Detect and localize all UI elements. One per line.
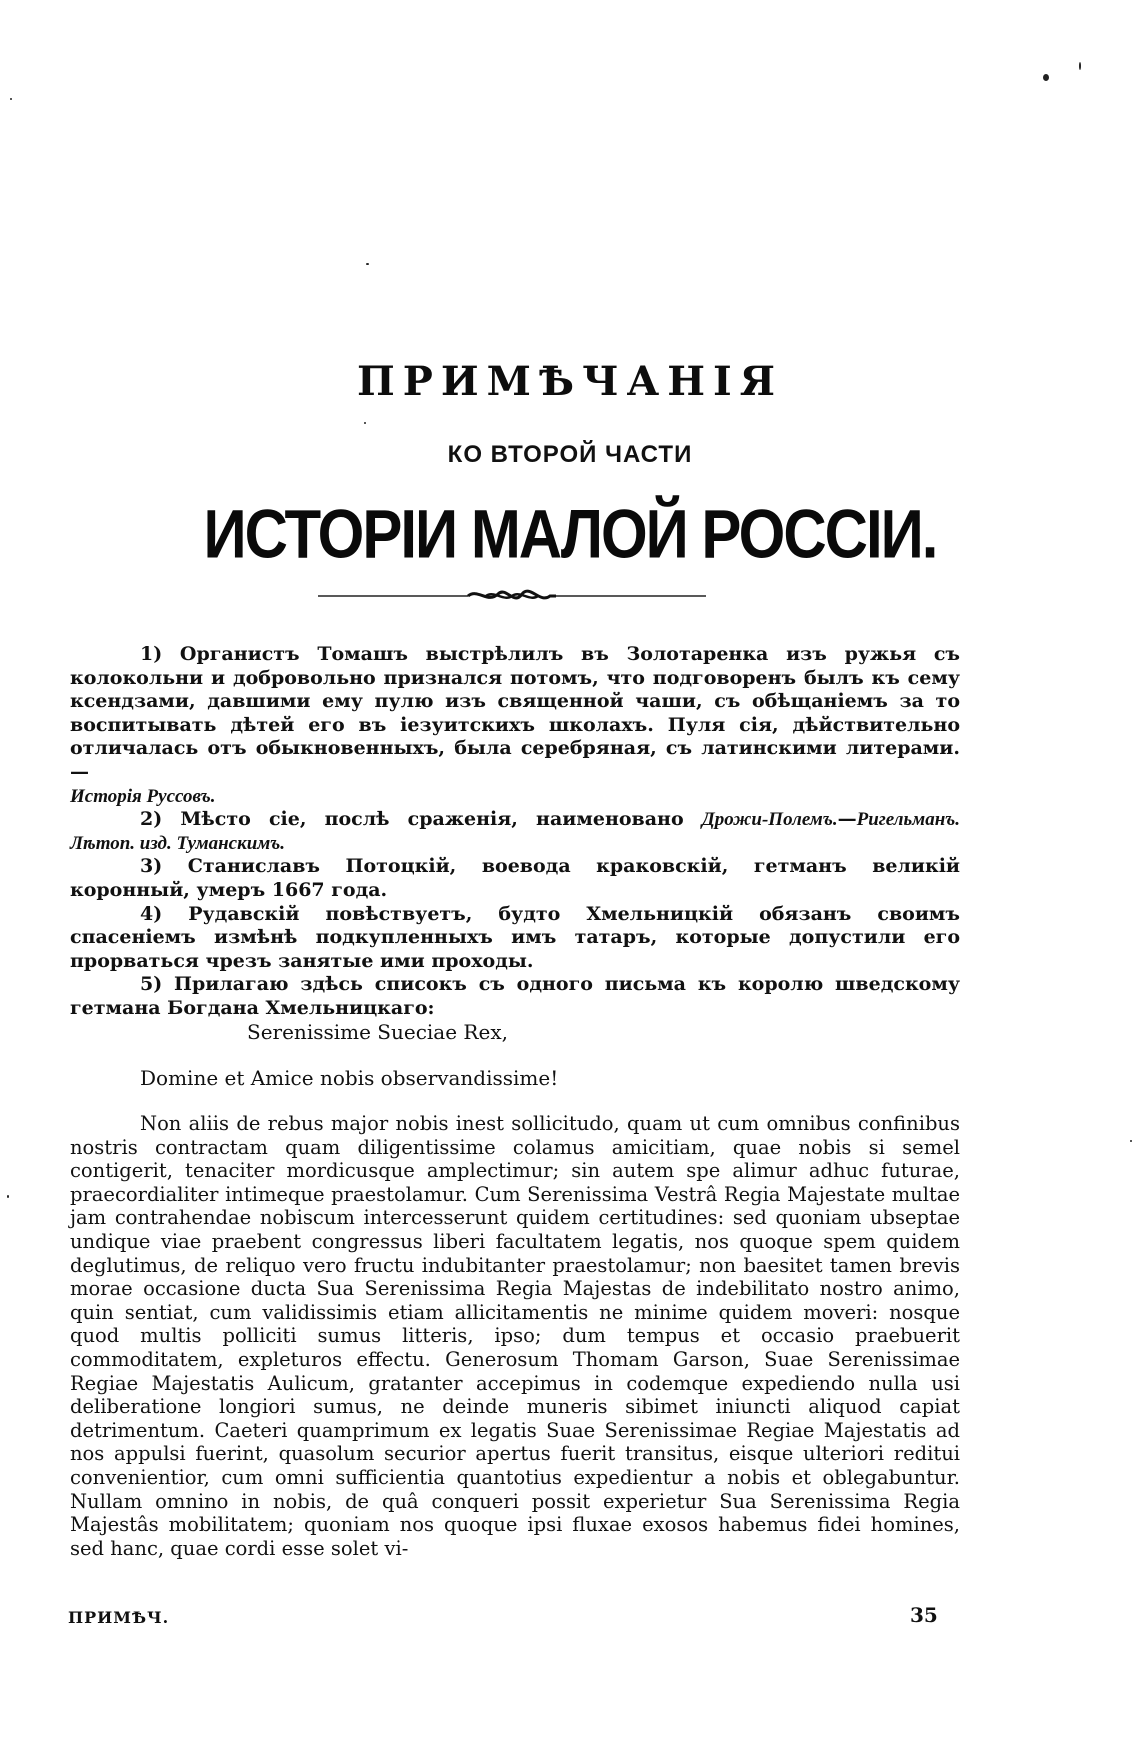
note-1-source: Исторія Руссовъ. [70, 785, 216, 807]
note-2-source: Ригельманъ. Лѣтоп. изд. Туманскимъ. [70, 809, 960, 854]
page-number: 35 [910, 1603, 938, 1627]
note-1: 1) Органистъ Томашъ выстрѣлилъ въ Золотаренка изъ ружья съ колокольни и добровольно признался потомъ, что подговоренъ былъ къ сему ксендзами, давшими ему пулю изъ священной чаши, съ обѣщаніемъ за то воспитывать дѣтей его въ іезуитскихъ школахъ. Пуля сія, дѣйствительно отличалась отъ обыкновенныхъ, была серебряная, съ латинскими литерами.— Исторія Руссовъ. [70, 643, 960, 807]
note-3: 3) Станиславъ Потоцкій, воевода краковскій, гетманъ великій коронный, умеръ 1667 года. [70, 855, 960, 901]
footer-signature: ПРИМѢЧ. [68, 1608, 170, 1627]
note-2-place: Дрожи-Полемъ. [701, 809, 838, 831]
letter-salutation: Serenissime Sueciae Rex, [247, 1020, 508, 1044]
main-title: ИСТОРІИ МАЛОЙ РОССІИ. [203, 495, 937, 573]
notes-text [70, 643, 960, 1021]
page-title: ПРИМѢЧАНІЯ [356, 358, 783, 405]
letter-salutation-2: Domine et Amice nobis observandissime! [140, 1066, 559, 1090]
note-4: 4) Рудавскій повѣствуетъ, будто Хмельницкій обязанъ своимъ спасеніемъ измѣнѣ подкупленныхъ имъ татаръ, которые допустили его прорваться чрезъ занятые ими проходы. [70, 902, 960, 972]
ornament-divider-icon [318, 584, 706, 608]
note-2: 2) Мѣсто сіе, послѣ сраженія, наименовано Дрожи-Полемъ.—Ригельманъ. Лѣтоп. изд. Туманскимъ. [70, 808, 960, 854]
note-5: 5) Прилагаю здѣсь списокъ съ одного письма къ королю шведскому гетмана Богдана Хмельницкаго: [70, 973, 960, 1019]
letter-body: Non aliis de rebus major nobis inest sollicitudo, quam ut cum omnibus confinibus nostris contractam quam diligentissime colamus amicitiam, quae nobis si semel contigerit, tenaciter mordicusque amplectimur; sin autem spe alimur adhuc futurae, praecordialiter intimeque praestolamur. Cum Serenissima Vestrâ Regia Majestate multae jam contrahendae nobiscum intercesserunt quidem certitudines: sed quoniam ubseptae undique viae praebent congressus liberi facultatem legatis, nos quoque spem quidem deglutimus, de reliquo vero fructu indubitanter praestolamur; non baesitet tamen brevis morae occasione ducta Sua Serenissima Regia Majestas de indebilitato nostro animo, quin sentiat, cum validissimis etiam allicitamentis ne minime quidem moveri: nosque quod multis polliciti sumus litteris, ipso; dum tempus et occasio praebuerit commoditatem, expleturos effectu. Generosum Thomam Garson, Suae Serenissimae Regiae Majestatis Aulicum, gratanter accepimus in codemque expediendo nulla usi deliberatione longiori sumus, ne deinde muneris sibimet iniuncti aliquod capiat detrimentum. Caeteri quamprimum ex legatis Suae Serenissimae Regiae Majestatis ad nos appulsi fuerint, quasolum securior apertus fuerit transitus, eisque ulteriori reditui convenientior, cum omni sufficientia quantotius expedientur a nobis et oblegabuntur. Nullam omnino in nobis, de quâ conqueri possit experietur Sua Serenissima Regia Majestâs mobilitatem; quoniam nos quoque ipsi fluxae exosos habemus fidei homines, sed hanc, quae cordi esse solet vi- [70, 1112, 960, 1560]
page-subtitle: КО ВТОРОЙ ЧАСТИ [447, 441, 693, 468]
